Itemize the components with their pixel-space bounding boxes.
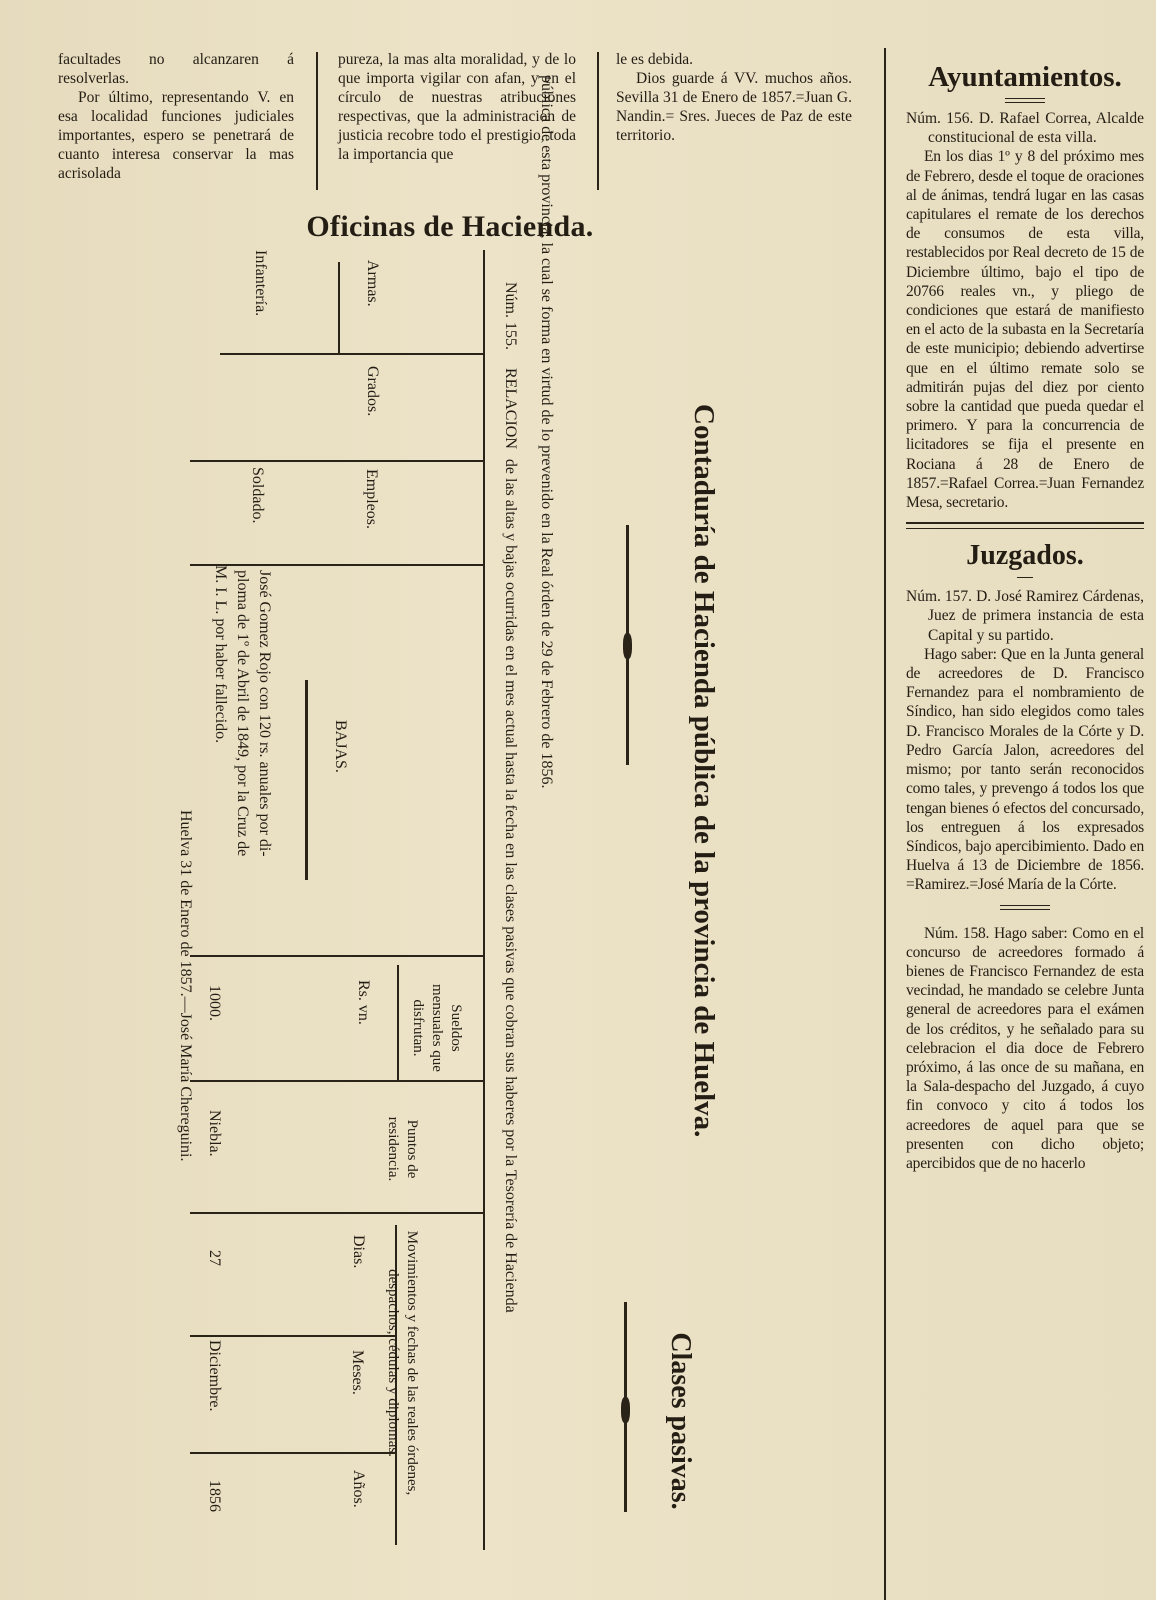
table-rule: [190, 955, 483, 957]
small-rule: [1017, 577, 1033, 579]
table-rule: [190, 1212, 483, 1214]
table-rule: [190, 564, 483, 566]
cell-detail-line-3: M. I. L. por haber fallecido.: [212, 565, 229, 744]
paragraph: facultades no alcanzaren á resolverlas.: [58, 51, 294, 87]
cell-residencia: Niebla.: [206, 1110, 223, 1157]
cell-empleo: Soldado.: [249, 467, 266, 524]
clases-pasivas-title: Clases pasivas.: [665, 1332, 696, 1510]
header-armas: Armas.: [364, 260, 381, 307]
section-rule: [906, 522, 1144, 529]
header-sueldos: [405, 973, 465, 1083]
n158-body: Núm. 158. Hago saber: Como en el concurso de acreedores formado á bienes de Francisco Fernandez de esta vecindad, he mandado se celebre Junta general de acreedores para el exámen de los créditos, y he señalado para su celebracion el dia doce de Febrero próximo, á las once de su mañana, en la Sala-despacho del Juzgado, á cuyo fin convoco y cito á todos los acreedores de aquel para que se presenten con dicho objeto; apercibidos que de no hacerlo: [906, 924, 1144, 1172]
office-title: Contaduría de Hacienda pública de la provincia de Huelva.: [688, 404, 720, 1138]
cell-arma: Infantería.: [252, 250, 269, 317]
paragraph: pureza, la mas alta moralidad, y de lo que importa vigilar con afan, y en el círculo de nuestras atribuciones respectivas, que la administracion de justicia recobre todo el prestigio, toda la importancia que: [338, 51, 576, 163]
header-dias: Dias.: [350, 1235, 367, 1269]
section-title-oficinas: Oficinas de Hacienda.: [306, 210, 594, 243]
notice-number: Núm. 155.: [502, 282, 519, 350]
small-rule: [1000, 905, 1050, 910]
column-rule: [884, 48, 886, 1600]
column-rule: [597, 52, 599, 190]
notice-line-1: [500, 282, 520, 1542]
ayuntamientos-body: En los dias 1º y 8 del próximo mes de Febrero, desde el toque de oraciones al de ánimas, tendrá lugar en las casas capitulares el remate de los derechos de consumos de esta villa, restablecidos por Real decreto de 15 de Diciembre último, bajo el tipo de 20766 reales vn., y pliego de condiciones que estará de manifiesto en el acto de la subasta en la Secretaría de este municipio; debiendo advertirse que en el último remate solo se admitirán pujas del diez por ciento sobre la cantidad que pueda quedar el primero. Y para la concurrencia de licitadores se fija el presente en Rociana á 28 de Enero de 1857.=Rafael Correa.=Juan Fernandez Mesa, secretario.: [906, 148, 1144, 512]
table-rule: [190, 1452, 395, 1454]
paragraph: Dios guarde á VV. muchos años. Sevilla 31 de Enero de 1857.=Juan G. Nandin.= Sres. Jueces de Paz de este territorio.: [616, 70, 852, 144]
table-rule: [220, 353, 483, 355]
n157-body: Hago saber: Que en la Junta general de acreedores de D. Francisco Fernandez para el nombramiento de Síndico, han sido elegidos como tales D. Francisco Morales de la Córte y D. Pedro García Jalon, acreedores del mismo; por tanto serán reconocidos como tales, y prevengo á todos los que tengan bienes ó efectos del concursado, los entreguen á los expresados Síndicos, bajo apercibimiento. Dado en Huelva á 13 de Diciembre de 1856. =Ramirez.=José María de la Córte.: [906, 645, 1144, 894]
header-rs-vn: Rs. vn.: [355, 980, 372, 1025]
cell-detail-line-2: ploma de 1º de Abril de 1849, por la Cruz de: [234, 570, 251, 857]
notice-head: RELACION: [502, 368, 519, 449]
notice-line-2: [536, 75, 556, 1335]
header-movimientos: [379, 1203, 421, 1523]
table-rule: [305, 680, 308, 880]
header-empleos: Empleos.: [363, 469, 380, 529]
small-rule: [1005, 98, 1045, 103]
column-rule: [316, 52, 318, 190]
notice-text: de las altas y bajas ocurridas en el mes actual hasta la fecha en las clases pasivas que cobran sus haberes por la Tesorería de Hacienda: [502, 458, 519, 1313]
cell-mes: Diciembre.: [206, 1340, 223, 1412]
table-rule: [190, 460, 483, 462]
top-column-3: [616, 50, 852, 145]
top-column-1: [58, 50, 294, 183]
paragraph: le es debida.: [616, 51, 694, 68]
header-bajas: BAJAS.: [332, 720, 349, 773]
signature: Huelva 31 de Enero de 1857.—José María Chereguini.: [177, 810, 194, 1162]
decorative-rule: [626, 525, 629, 765]
cell-ano: 1856: [206, 1480, 223, 1512]
cell-detail-line-1: José Gomez Rojo con 120 rs. anuales por di-: [256, 570, 273, 857]
table-rule: [483, 250, 485, 1550]
juzgados-title: Juzgados.: [966, 540, 1084, 572]
decorative-rule: [624, 1302, 627, 1512]
header-anos: Años.: [350, 1470, 367, 1508]
header-sueldos-text: Sueldos mensuales que disfrutan.: [410, 984, 464, 1072]
header-movimientos-text: Movimientos y fechas de las reales órdenes, despachos, cédulas y diplomas.: [385, 1230, 420, 1496]
paragraph: Por último, representando V. en esa localidad funciones judiciales importantes, espero se penetrará de cuanto interesa conservar la mas acrisolada: [58, 89, 294, 182]
table-rule: [190, 1335, 395, 1337]
header-meses: Meses.: [349, 1350, 366, 1395]
notice-text-2: pública de esta provincia, la cual se forma en virtud de lo prevenido en la Real órden de 29 de Febrero de 1856.: [538, 75, 555, 789]
table-rule: [338, 262, 340, 354]
cell-dia: 27: [206, 1250, 223, 1266]
header-puntos: [379, 1099, 421, 1199]
ayuntamientos-heading: Núm. 156. D. Rafael Correa, Alcalde constitucional de esta villa.: [906, 110, 1144, 147]
cell-sueldo: 1000.: [206, 985, 223, 1021]
table-rule: [397, 965, 399, 1080]
header-grados: Grados.: [364, 366, 381, 417]
header-puntos-text: Puntos de residencia.: [385, 1116, 420, 1182]
n157-heading: Núm. 157. D. José Ramirez Cárdenas, Juez de primera instancia de esta Capital y su partido.: [906, 588, 1144, 644]
ayuntamientos-title: Ayuntamientos.: [928, 61, 1122, 93]
right-column: [906, 60, 1144, 1173]
